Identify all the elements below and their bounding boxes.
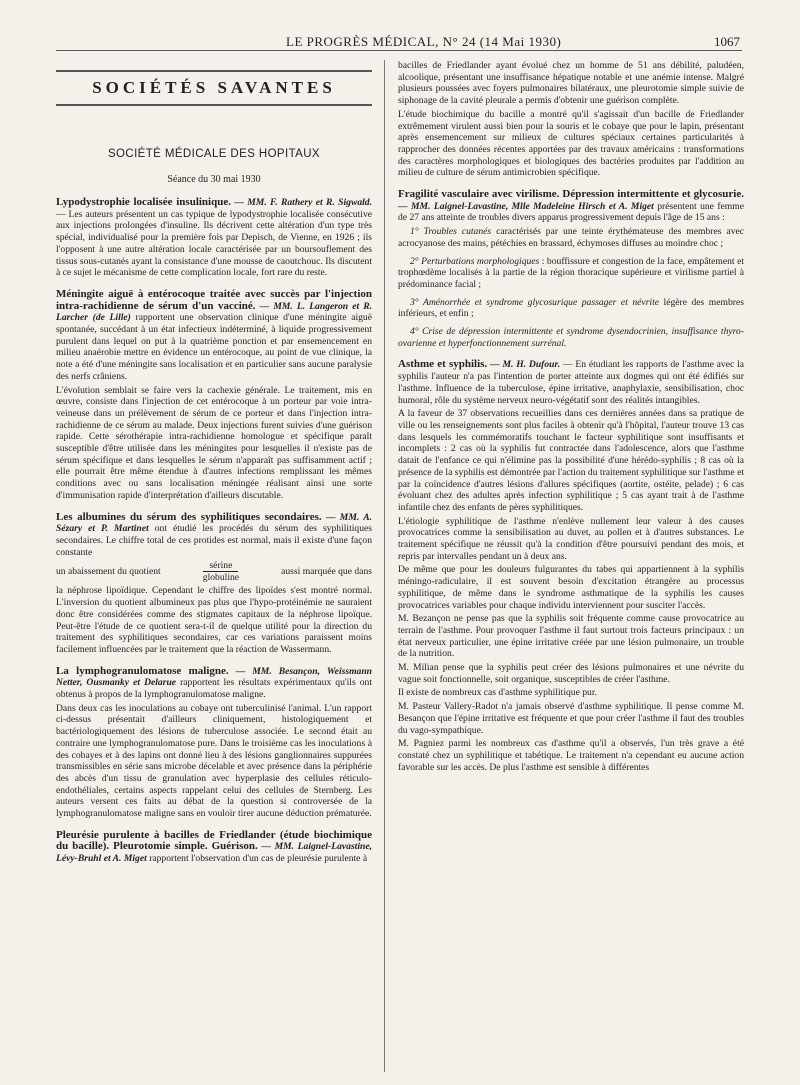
article-paragraph: L'évolution semblait se faire vers la cachexie générale. Le traitement, mis en œuvre, consiste dans l'injection de cet entérocoque à un porteur par voie intra-veineuse dans un prélèvement de sérum de ce porteur et dans l'injection intra-rachidienne de ce sérum au malade. Deux injections furent suivies d'une guérison rapide. Cette sérothérapie intra-rachidienne homologue et spécifique paraît susceptible d'être utilisée dans les méningites pour lesquelles il n'existe pas de sérum spécifique et dans lesquelles le sérum n'apparaît pas suffisamment actif ; elle pourrait être même étendue à d'autres infections remplissant les mêmes conditions avec ou sans localisation méningée réalisant ainsi une sorte d'immunisation rapide d'interprétation d'ailleurs discutable. (56, 384, 372, 501)
society-name: SOCIÉTÉ MÉDICALE DES HOPITAUX (107, 148, 321, 160)
item-text: : bouffissure et congestion de la face, empâtement et trophœdème localisés à la partie de la région thoracique supérieure et virilisme partiel à prédominance facial ; (398, 255, 744, 290)
article-albumines (56, 512, 372, 656)
article-authors: — MM. L. Langeron et R. Larcher (de Lille) (56, 300, 372, 324)
article-body: — En étudiant les rapports de l'asthme avec la syphilis l'auteur n'a pas l'intention de porter atteinte aux dogmes qui ont été édifiés sur l'asthme. Influence de la tuberculose, épine irritative, anaphylaxie, sensibilisation, choc humoral, rôle du système nerveux neuro-végétatif sont des réalités intangibles. (398, 359, 745, 406)
article-title: Asthme et syphilis. (398, 358, 488, 371)
article-authors: — MM. F. Rathery et R. Sigwald. (234, 197, 372, 208)
article-title: Fragilité vasculaire avec virilisme. Dépression intermittente et glycosurie. (398, 188, 744, 201)
article-paragraph: L'étiologie syphilitique de l'asthme n'enlève nullement leur valeur à des causes provocatrices comme la sensibilisation au duvet, au pollen et à d'autres substances. Le traitement spécifique ne réussit qu'à la condition d'être poursuivi pendant des mois, et repris par intervalles pendant un à deux ans. (398, 515, 744, 562)
article-body: rapportent une observation clinique d'une méningite aiguë spontanée, succédant à un état infectieux indéterminé, à liquide progressivement purulent dans lequel on put à la quatrième ponction et par ensemencement en milieu anaérobie mettre en évidence un entérocoque, au point de vue clinique, la note a été d'une méningite sans localisation et en particulier sans aucune paralysie des nerfs crâniens. (56, 312, 372, 382)
article-paragraph: M. Pasteur Vallery-Radot n'a jamais observé d'asthme syphilitique. Il pense comme M. Besançon que l'épine irritative est fréquente et que pour créer l'asthme il faut des troubles du vago-sympathique. (398, 701, 744, 736)
article-authors: — MM. Laignel-Lavastine, Mlle Madeleine Hirsch et A. Miget (398, 200, 654, 212)
item-lead: 3° Aménorrhée et syndrome glycosurique passager et névrite (410, 296, 660, 308)
fraction-numerator: sérine (203, 560, 238, 572)
right-column (398, 60, 744, 783)
article-paragraph: De même que pour les douleurs fulgurantes du tabes qui appartiennent à la syphilis méningo-radiculaire, il est souvent besoin d'excitation étrangère au processus syphilitique, de même dans le syndrome asthmatique de la syphilis les causes provocatrices variables pour chaque individu interviennent pour susciter l'accès. (398, 564, 744, 611)
article-body: ont étudié les procédés du sérum des syphilitiques secondaires. Le chiffre total de ces protides est normal, mais il existe d'une façon constante (56, 523, 372, 558)
article-paragraph: M. Pagniez parmi les nombreux cas d'asthme qu'il a observés, l'un très grave a été constaté chez un syphilitique et tabétique. Le traitement n'a cependant eu aucune action favorable sur les accès. De plus l'asthme est sensible à différentes (398, 738, 744, 773)
item-lead: 1° Troubles cutanés (410, 226, 492, 238)
article-paragraph: M. Milian pense que la syphilis peut créer des lésions pulmonaires et une névrite du vague soit fonctionnelle, soit organique, susceptibles de créer l'asthme. (398, 662, 744, 685)
article-title: Pleurésie purulente à bacilles de Friedlander (étude biochimique du bacille). Pleurotomie simple. Guérison. (56, 828, 372, 853)
formula-left-text: un abaissement du quotient (56, 566, 161, 578)
article-title: Les albumines du sérum des syphilitiques secondaires. (56, 510, 322, 523)
article-authors: — MM. Laignel-Lavastine, Lévy-Bruhl et A. Miget (56, 841, 373, 865)
article-paragraph: Il existe de nombreux cas d'asthme syphilitique pur. (398, 687, 597, 699)
article-fragilite (398, 189, 744, 349)
article-title: Méningite aiguë à entérocoque traitée avec succès par l'injection intra-rachidienne de sérum d'un vacciné. (56, 287, 372, 312)
article-pleuresie-continued (398, 60, 744, 179)
article-authors: — MM. Besançon, Weissmann Netter, Ousmanky et Delarue (56, 665, 373, 689)
list-item (398, 226, 744, 249)
article-title: La lymphogranulomatose maligne. (56, 664, 229, 677)
article-authors: — M. H. Dufour. (490, 359, 561, 371)
article-lypodystrophie (56, 197, 372, 279)
article-meningite (56, 289, 372, 502)
page-number: 1067 (714, 34, 740, 49)
list-item (398, 297, 744, 320)
formula-right-text: aussi marquée que dans (281, 566, 372, 578)
item-text: légère des membres inférieurs, et enfin ; (398, 296, 744, 320)
article-lymphogranulomatose (56, 666, 372, 820)
column-divider (384, 60, 385, 1072)
left-column (56, 60, 372, 875)
list-item (398, 256, 744, 291)
item-lead: 4° Crise de dépression intermittente et syndrome dysendocrinien, insuffisance thyro-ovarienne et hyperfonctionnement surrénal. (398, 326, 744, 349)
fraction (203, 560, 239, 583)
article-paragraph: L'étude biochimique du bacille a montré qu'il s'agissait d'un bacille de Friedlander extrêmement virulent aussi bien pour la souris et le cobaye que pour le lapin, présentant après ensemencement sur milieux de cultures spéciaux certaines particularités à rapprocher des données récentes apportées par des travaux américains : transformations des caractères morphologiques et biologiques des bactéries produites par l'addition au milieu de culture de sérum antimicrobien spécifique. (398, 108, 744, 179)
article-paragraph: M. Bezançon ne pense pas que la syphilis soit fréquente comme cause provocatrice au terrain de l'asthme. Pour provoquer l'asthme il faut surtout trois facteurs principaux : un état nerveux particulier, une épine irritative créée par une lésion pulmonaire, un trouble de la nutrition. (398, 613, 744, 660)
section-title: SOCIÉTÉS SAVANTES (56, 70, 372, 106)
item-text: caractérisés par une teinte érythémateuse des membres avec acrocyanose des mains, pétéchies en brassard, échymoses diffuses au moindre choc ; (398, 226, 745, 249)
article-body: rapportent les résultats expérimentaux qu'ils ont obtenus à propos de la lymphogranulomatose maligne. (56, 677, 372, 701)
article-paragraph: Dans deux cas les inoculations au cobaye ont tuberculinisé l'animal. L'un rapport ci-dessus présentait d'ailleurs cliniquement, histologiquement et bactériologiquement des lésions de tuberculose associée. Le second était au contraire une lymphogranulomatose pure. Dans le troisième cas les inoculations à des cobayes et à des lapins ont donné lieu à des lésions ganglionnaires suppurées transmissibles en série sans microbe décelable et avec présence dans la périphérie des abcès d'un tissu de granulation avec hyperplasie des cellules réticulo-endothéliales, certains aspects rappelant celui des cellules de Sternberg. Les auteurs versent ces faits au débat de la question si controversée de la lymphogranulomatose maligne sans en vouloir tirer aucune déduction prématurée. (56, 702, 372, 820)
article-paragraph: A la faveur de 37 observations recueillies dans ces dernières années dans sa pratique de ville ou les renseignements sont plus faciles à obtenir qu'à l'hôpital, l'auteur trouve 13 cas dans lesquels les commémoratifs touchant le facteur syphilitique sont insuffisants et incomplets : 2 cas où la syphilis fut contractée dans l'adolescence, alors que l'asthme datait de l'enfance ce qui n'élimine pas la possibilité d'une hérédo-syphilis ; 8 cas où la présence de la syphilis est démontrée par l'action du traitement syphilitique sur l'asthme et par la coïncidence d'autres lésions d'allures spécifiques (aortite, ostéite, pelade) ; 6 cas évoluant chez des adultes après infection syphilitique ; 5 cas ayant trait à de l'asthme infantile chez des enfants de pères syphilitiques. (398, 408, 744, 513)
fraction-denominator: globuline (202, 572, 240, 584)
article-body: — Les auteurs présentent un cas typique de lypodystrophie localisée consécutive aux injections prolongées d'insuline. Ils décrivent cette altération d'un type très spécial, individualisé pour la première fois par Depisch, de Vienne, en 1926 ; ils l'opposent à une autre altération locale caractérisée par un boursouflement des tissus sous-cutanés ayant la consistance d'une mousse de caoutchouc. Ils discutent à ce sujet le mécanisme de cette complication locale, fort rare du reste. (56, 208, 372, 279)
item-lead: 2° Perturbations morphologiques (410, 255, 540, 267)
running-header (56, 30, 742, 51)
article-paragraph: bacilles de Friedlander ayant évolué chez un homme de 51 ans débilité, paludéen, alcoolique, présentant une insuffisance hépatique notable et une anémie intense. Malgré plusieurs poussées avec foyers pulmonaires bilatéraux, une pleurotomie simple suivie de siphonage de la cavité pleurale a permis d'obtenir une guérison complète. (398, 60, 744, 107)
article-asthme (398, 359, 744, 773)
article-title: Lypodystrophie localisée insulinique. (56, 196, 231, 208)
article-body: présentent une femme de 27 ans atteinte de troubles divers apparus progressivement depuis l'âge de 15 ans : (398, 200, 744, 224)
quotient-formula (56, 560, 372, 583)
article-pleuresie (56, 830, 372, 865)
list-item (398, 326, 744, 349)
session-date: Séance du 30 mai 1930 (167, 174, 261, 185)
article-authors: — MM. A. Sézary et P. Martinet (56, 511, 372, 535)
journal-title: LE PROGRÈS MÉDICAL, N° 24 (14 Mai 1930) (286, 34, 562, 49)
article-paragraph: la néphrose lipoïdique. Cependant le chiffre des lipoïdes s'est montré normal. L'inversion du quotient albumineux pas plus que l'hypo-protéinémie ne sauraient donc être considérées comme des stigmates capitaux de la néphrose lipoïque. Peut-être l'étude de ce quotient sera-t-il de quelque utilité pour la direction du traitement des syphilitiques secondaires, car ces variations paraissent moins facilement influencées par le traitement que la réaction de Wassermann. (56, 585, 372, 655)
article-body: rapportent l'observation d'un cas de pleurésie purulente à (149, 853, 368, 865)
